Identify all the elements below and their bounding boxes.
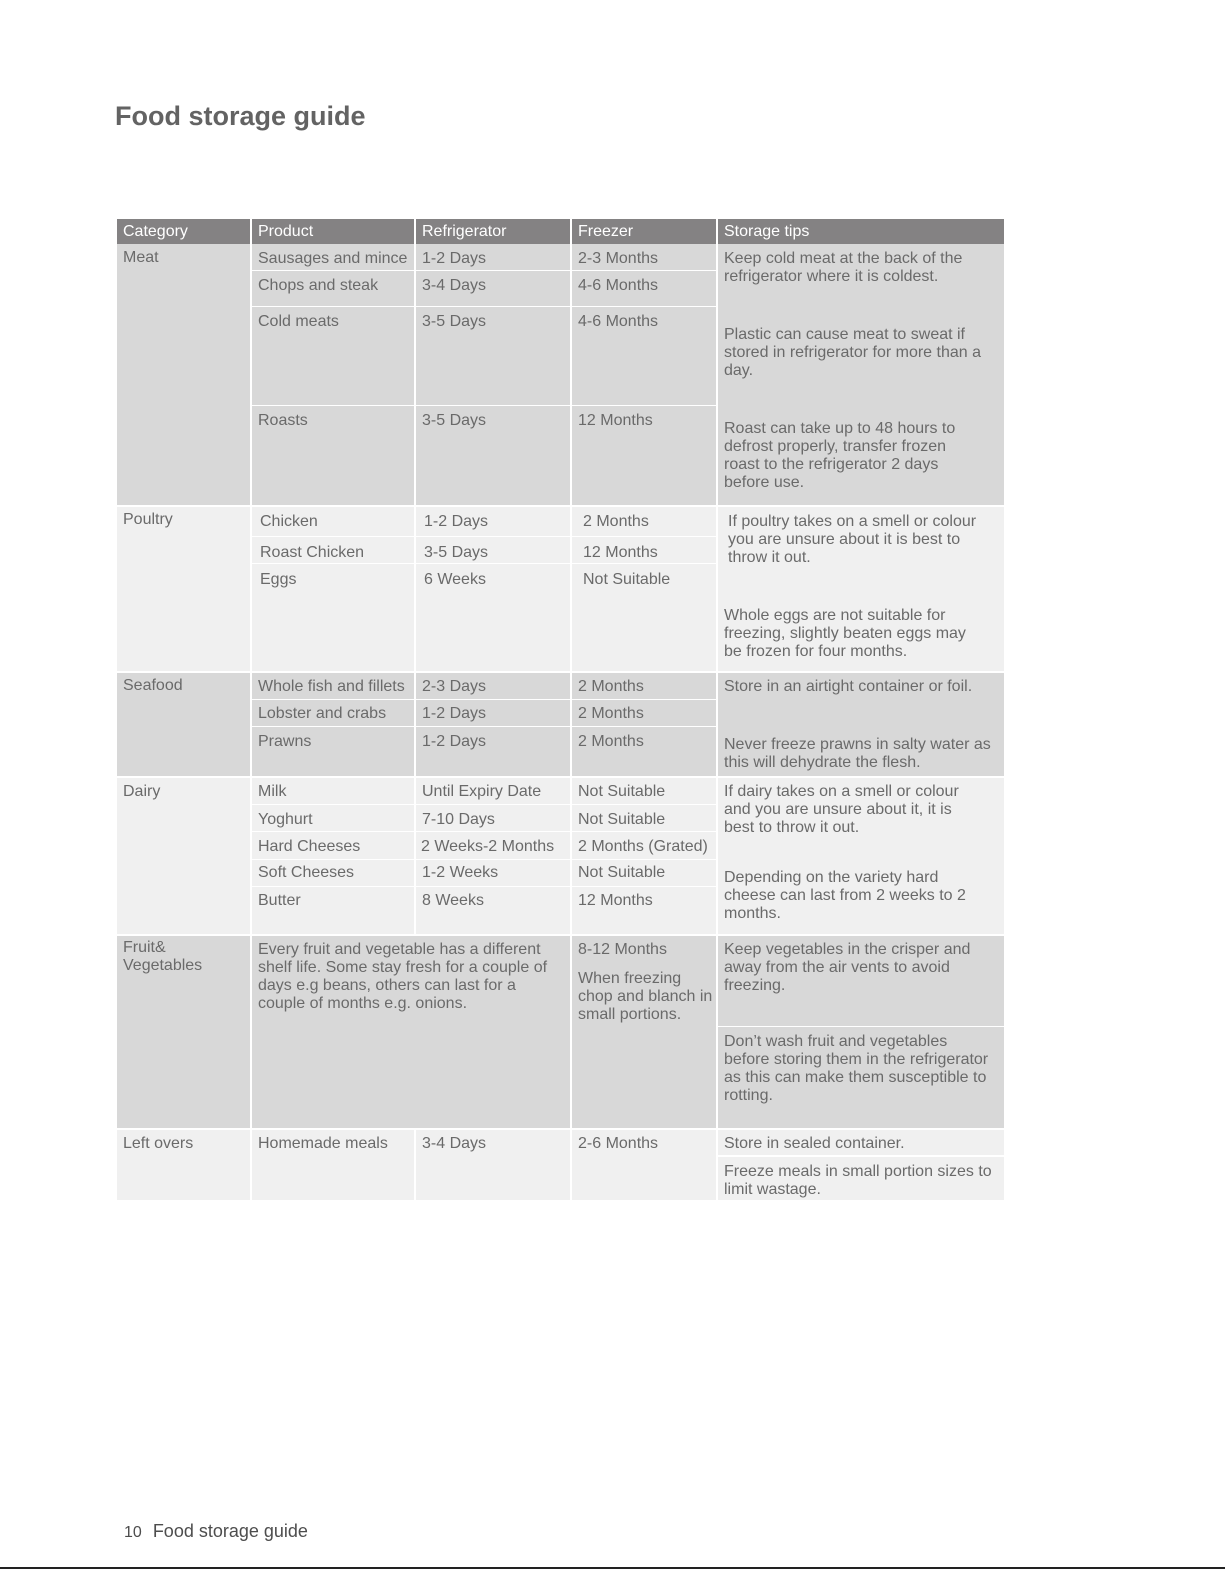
page-footer [124, 1521, 308, 1542]
product-cell: Soft Cheeses [258, 864, 355, 881]
freezer-cell: 12 Months [583, 544, 658, 561]
fridge-cell: 7-10 Days [422, 811, 495, 828]
fridge-cell: 1-2 Weeks [422, 864, 499, 881]
product-cell: Yoghurt [258, 811, 313, 828]
fridge-cell: 2-3 Days [422, 678, 487, 695]
freezer-cell: 12 Months [578, 892, 653, 909]
storage-tip: Never freeze prawns in salty water as this will dehydrate the flesh. [724, 736, 991, 771]
fridge-cell: 1-2 Days [422, 733, 487, 750]
fridge-cell: 3-5 Days [422, 313, 487, 330]
product-description: Every fruit and vegetable has a different shelf life. Some stay fresh for a couple of days e.g beans, others can last for a couple of months e.g. onions. [258, 941, 548, 1012]
fridge-cell: Until Expiry Date [422, 783, 542, 800]
product-cell: Prawns [258, 733, 312, 750]
fridge-cell: 8 Weeks [422, 892, 484, 909]
header-product: Product [258, 223, 314, 240]
section-left-overs [117, 1128, 1004, 1200]
product-cell: Whole fish and fillets [258, 678, 405, 695]
section-seafood [117, 671, 1004, 776]
fridge-cell: 6 Weeks [424, 571, 486, 588]
fridge-cell: 3-5 Days [424, 544, 489, 561]
storage-tip: If dairy takes on a smell or colour and you are unsure about it, it is best to throw it out. [724, 783, 959, 836]
product-cell: Sausages and mince [258, 250, 408, 267]
freezer-cell: 2 Months [578, 705, 644, 722]
freezer-cell: 2 Months (Grated) [578, 838, 708, 855]
freezer-cell: 8-12 Months [578, 941, 667, 958]
category-meat: Meat [123, 249, 159, 266]
freezer-cell: 2 Months [578, 733, 644, 750]
freezer-cell: 2 Months [578, 678, 644, 695]
storage-tip: Keep vegetables in the crisper and away from the air vents to avoid freezing. [724, 941, 971, 994]
product-cell: Chops and steak [258, 277, 379, 294]
footer-title: Food storage guide [152, 1521, 308, 1541]
storage-tip: Store in sealed container. [724, 1135, 905, 1152]
category-dairy: Dairy [123, 783, 161, 800]
freezer-cell: 12 Months [578, 412, 653, 429]
freezer-cell: 4-6 Months [578, 277, 659, 294]
storage-tip: Freeze meals in small portion sizes to limit wastage. [724, 1163, 992, 1198]
freezer-cell: 2-3 Months [578, 250, 659, 267]
storage-tip: Depending on the variety hard cheese can last from 2 weeks to 2 months. [724, 869, 966, 922]
page-number: 10 [124, 1524, 142, 1541]
header-storage-tips: Storage tips [724, 223, 810, 240]
product-cell: Lobster and crabs [258, 705, 387, 722]
product-cell: Chicken [260, 513, 318, 530]
header-freezer: Freezer [578, 223, 634, 240]
fridge-cell: 1-2 Days [424, 513, 489, 530]
fridge-cell: 3-5 Days [422, 412, 487, 429]
storage-tip: Store in an airtight container or foil. [724, 678, 973, 695]
product-cell: Homemade meals [258, 1135, 388, 1152]
product-cell: Butter [258, 892, 301, 909]
storage-tip: If poultry takes on a smell or colour you are unsure about it is best to throw it out. [728, 513, 977, 566]
section-meat [117, 244, 1004, 505]
freezer-note: When freezing chop and blanch in small portions. [578, 970, 713, 1023]
storage-tip: Roast can take up to 48 hours to defrost properly, transfer frozen roast to the refrigerator 2 days before use. [724, 420, 956, 491]
storage-tip: Plastic can cause meat to sweat if stored in refrigerator for more than a day. [724, 326, 982, 379]
storage-tip: Don’t wash fruit and vegetables before storing them in the refrigerator as this can make them susceptible to rotting. [724, 1033, 989, 1104]
storage-tip: Whole eggs are not suitable for freezing, slightly beaten eggs may be frozen for four months. [724, 607, 966, 660]
fridge-cell: 1-2 Days [422, 705, 487, 722]
product-cell: Milk [258, 783, 287, 800]
fridge-cell: 2 Weeks-2 Months [421, 838, 555, 855]
category-poultry: Poultry [123, 511, 173, 528]
header-refrigerator: Refrigerator [422, 223, 507, 240]
category-left-overs: Left overs [123, 1135, 194, 1152]
freezer-cell: Not Suitable [578, 783, 666, 800]
category-fruit-vegetables [123, 939, 247, 975]
product-cell: Hard Cheeses [258, 838, 361, 855]
header-category: Category [123, 223, 188, 240]
category-seafood: Seafood [123, 677, 183, 694]
freezer-cell: 4-6 Months [578, 313, 659, 330]
category-line: Fruit& [123, 939, 166, 956]
fridge-cell: 3-4 Days [422, 277, 487, 294]
product-cell: Cold meats [258, 313, 339, 330]
product-cell: Roasts [258, 412, 308, 429]
fridge-cell: 1-2 Days [422, 250, 487, 267]
fridge-cell: 3-4 Days [422, 1135, 487, 1152]
bottom-rule [0, 1567, 1225, 1569]
product-cell: Roast Chicken [260, 544, 365, 561]
freezer-cell: Not Suitable [578, 811, 666, 828]
freezer-cell: 2 Months [583, 513, 649, 530]
product-cell: Eggs [260, 571, 297, 588]
table-header [117, 219, 1004, 244]
freezer-cell: Not Suitable [578, 864, 666, 881]
section-poultry [117, 505, 1004, 671]
freezer-cell: Not Suitable [583, 571, 671, 588]
section-fruit-vegetables [117, 934, 1004, 1128]
section-dairy [117, 776, 1004, 934]
storage-table [117, 219, 1004, 1200]
freezer-cell: 2-6 Months [578, 1135, 659, 1152]
category-line: Vegetables [123, 957, 203, 974]
page-title: Food storage guide [115, 101, 366, 131]
storage-tip: Keep cold meat at the back of the refrigerator where it is coldest. [724, 250, 963, 285]
